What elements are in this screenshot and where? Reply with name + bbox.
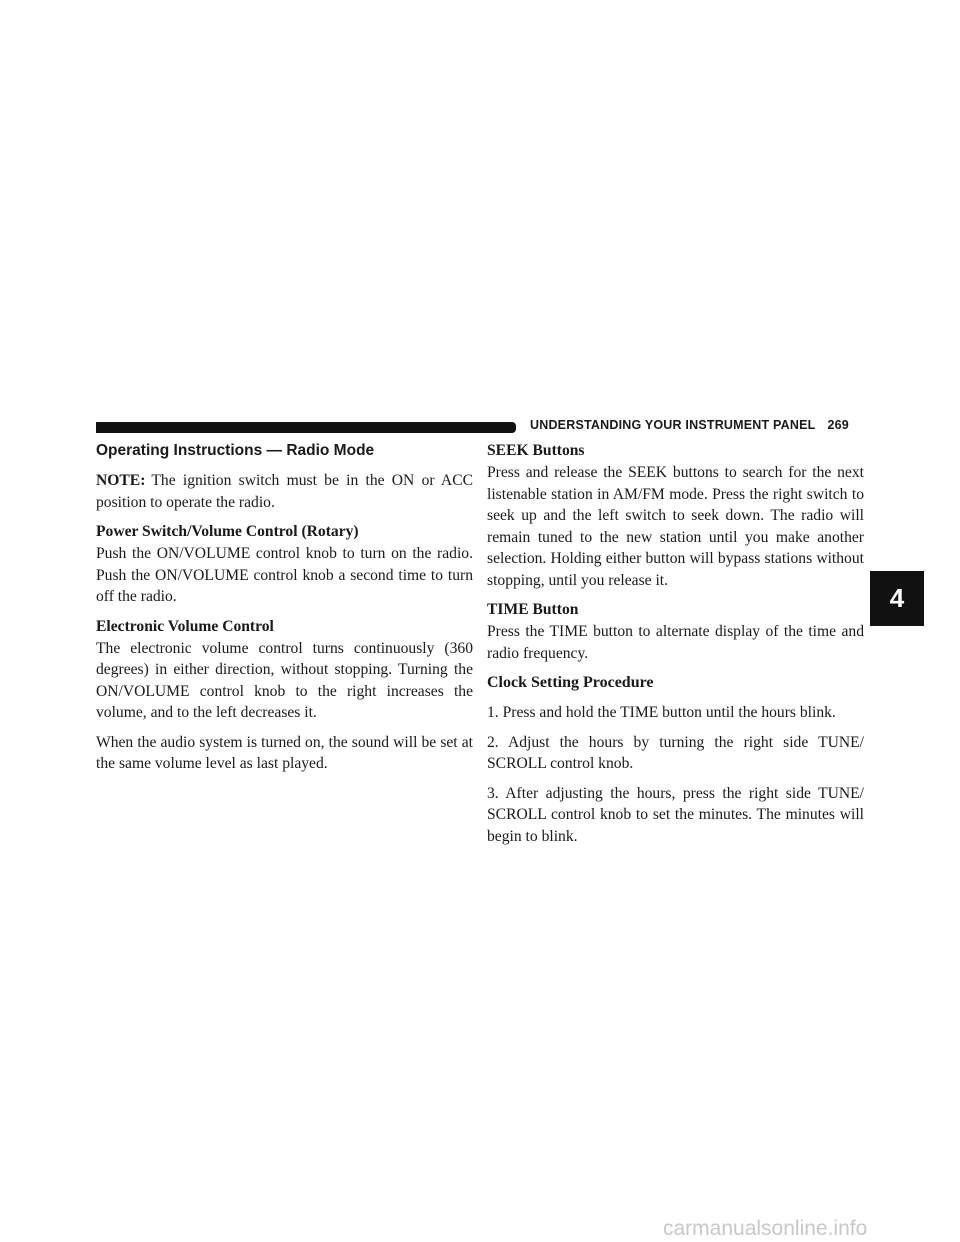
audio-system-text: When the audio system is turned on, the sound will be set at the same volume level as last played. — [96, 733, 473, 772]
seek-buttons-heading: SEEK Buttons — [487, 442, 585, 459]
time-button-text: Press the TIME button to alternate display of the time and radio frequency. — [487, 623, 864, 662]
watermark-text: carmanualsonline.info — [663, 1217, 868, 1240]
clock-step-1: 1. Press and hold the TIME button until the hours blink. — [487, 704, 836, 721]
electronic-volume-text: The electronic volume control turns continuously (360 degrees) in either direction, without stopping. Turning the ON/VOLUME control knob to the right increases the volume, and to the left decreases it. — [96, 639, 473, 721]
chapter-tab: 4 — [870, 571, 924, 626]
running-header — [530, 418, 849, 432]
note-paragraph — [96, 470, 473, 513]
clock-setting-heading: Clock Setting Procedure — [487, 674, 654, 691]
note-text: The ignition switch must be in the ON or ACC position to operate the radio. — [96, 472, 473, 511]
seek-buttons-text: Press and release the SEEK buttons to search for the next listenable station in AM/FM mode. Press the right switch to seek up and the left switch to seek down. The radio will remain tuned to the new station until you make another selection. Holding either button will bypass stations without stopping, until you release it. — [487, 464, 864, 589]
left-column — [96, 440, 473, 783]
note-label: NOTE: — [96, 472, 146, 489]
section-title: Operating Instructions — Radio Mode — [96, 442, 375, 459]
time-button-heading: TIME Button — [487, 601, 579, 618]
right-column — [487, 440, 864, 855]
page-number: 269 — [827, 418, 849, 432]
electronic-volume-heading: Electronic Volume Control — [96, 617, 274, 635]
power-switch-heading: Power Switch/Volume Control (Rotary) — [96, 523, 359, 540]
header-title: UNDERSTANDING YOUR INSTRUMENT PANEL — [530, 418, 816, 432]
clock-step-3: 3. After adjusting the hours, press the right side TUNE/ SCROLL control knob to set the minutes. The minutes will begin to blink. — [487, 784, 864, 845]
header-rule — [96, 422, 516, 433]
clock-step-2: 2. Adjust the hours by turning the right side TUNE/ SCROLL control knob. — [487, 733, 864, 772]
power-switch-text: Push the ON/VOLUME control knob to turn on the radio. Push the ON/VOLUME control knob a second time to turn off the radio. — [96, 545, 473, 605]
